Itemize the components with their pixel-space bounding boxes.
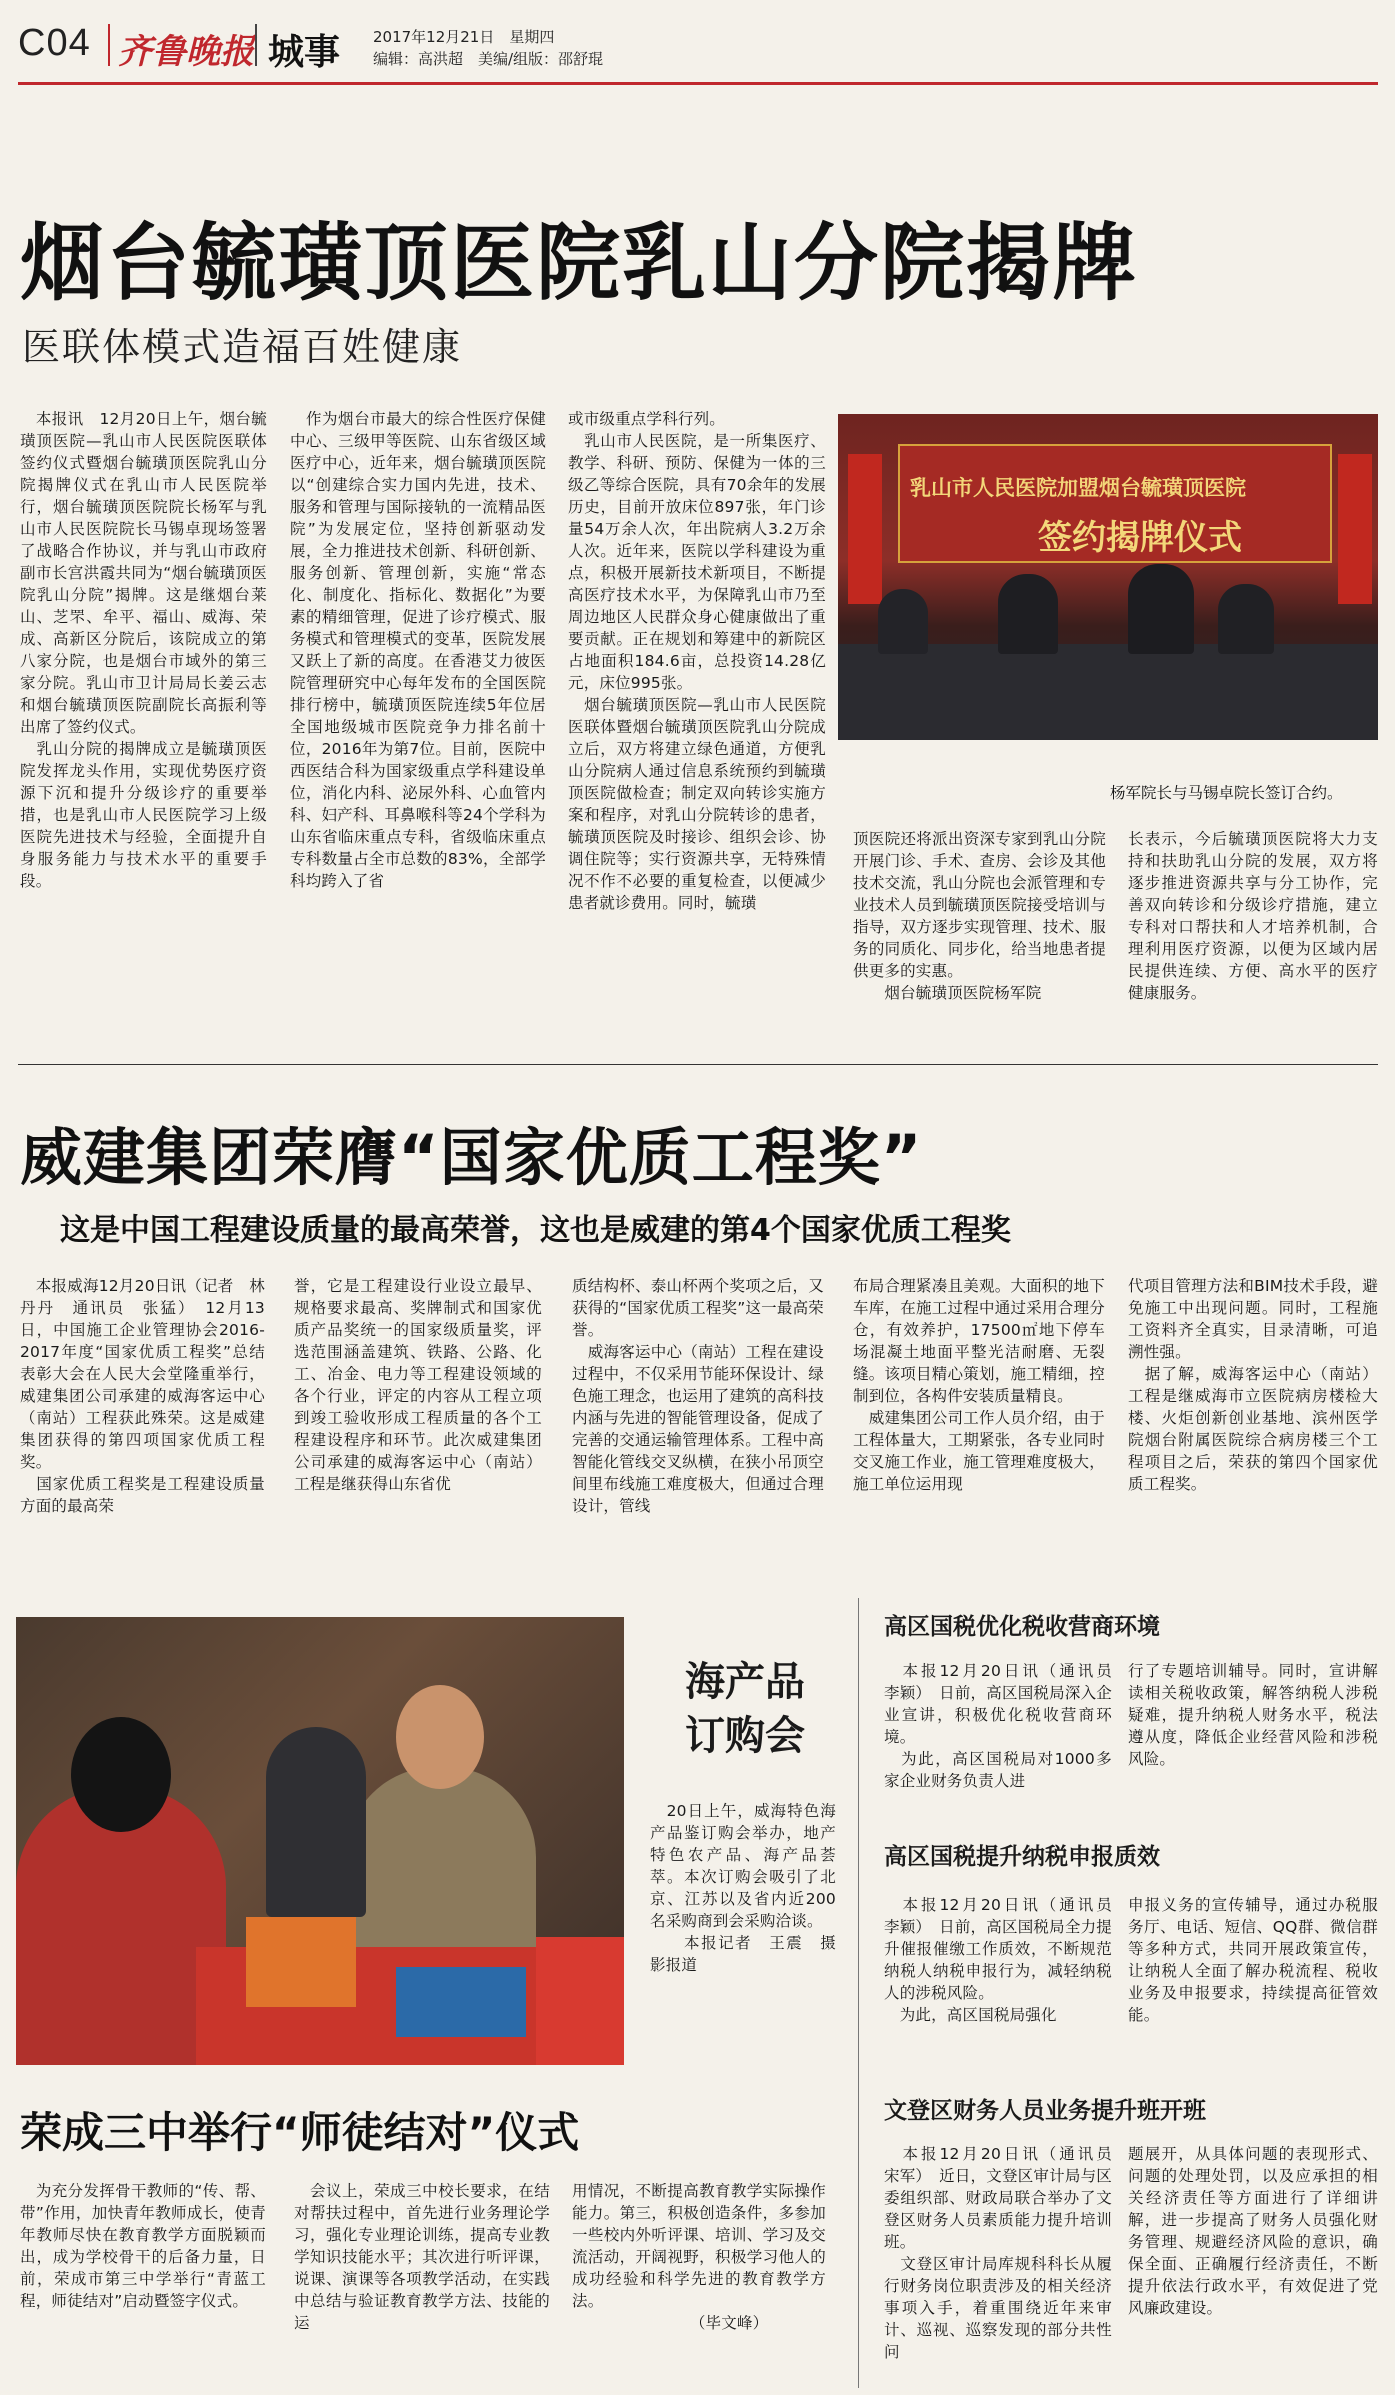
story2-headline: 威建集团荣膺“国家优质工程奖” xyxy=(20,1121,923,1194)
seafood-title-line1: 海产品 xyxy=(685,1659,805,1705)
story2-column-3: 质结构杯、泰山杯两个奖项之后，又获得的“国家优质工程奖”这一最高荣誉。 威海客运中心（南站）工程在建设过程中，不仅采用节能环保设计、绿色施工理念，也运用了建筑的高科技内涵与先进的智能管理设备，促成了完善的交通运输管理体系。工程中高智能化管线交叉纵横，在狭小吊顶空间里布线施工难度极大，但通过合理设计，管线 xyxy=(572,1277,824,1515)
story2-column-2: 誉，它是工程建设行业设立最早、规格要求最高、奖牌制式和国家优质产品奖统一的国家级质量奖，评选范围涵盖建筑、铁路、公路、化工、冶金、电力等工程建设领域的各个行业，评定的内容从工程立项到竣工验收形成工程质量的各个工程建设程序和环节。此次威建集团公司承建的威海客运中心（南站）工程是继获得山东省优 xyxy=(294,1277,542,1493)
masthead-divider xyxy=(255,24,257,66)
finance-column-2: 题展开，从具体问题的表现形式、问题的处理处罚，以及应承担的相关经济责任等方面进行了详细讲解，进一步提高了财务人员强化财务管理、规避经济风险的意识，确保全面、正确履行经济责任，不断提升依法行政水平，有效促进了党风廉政建设。 xyxy=(1128,2145,1378,2317)
masthead xyxy=(0,0,1395,80)
photo-person xyxy=(1128,564,1194,654)
photo-person xyxy=(878,589,928,654)
photo-person-head xyxy=(396,1685,484,1789)
story1-column-2: 作为烟台市最大的综合性医疗保健中心、三级甲等医院、山东省级区域医疗中心，近年来，烟台毓璜顶医院以“创建综合实力国内先进，技术、服务和管理与国际接轨的一流精品医院”为发展定位，坚持创新驱动发展，全力推进技术创新、科研创新、服务创新、管理创新，实施“常态化、制度化、指标化、数据化”为要素的精细管理，促进了诊疗模式、服务模式和管理模式的变革，医院发展又跃上了新的高度。在香港艾力彼医院管理研究中心每年发布的全国医院排行榜中，毓璜顶医院连续5年位居全国地级城市医院竞争力排名前十位，2016年为第7位。目前，医院中西医结合科为国家级重点学科建设单位，消化内科、泌尿外科、心血管内科、妇产科、耳鼻喉科等24个学科为山东省临床重点专科，省级临床重点专科数量占全市总数的83%，全部学科均跨入了省 xyxy=(290,410,546,890)
story1-column-5: 长表示，今后毓璜顶医院将大力支持和扶助乳山分院的发展，双方将逐步推进资源共享与分工协作，完善双向转诊和分级诊疗措施，建立专科对口帮扶和人才培养机制，合理利用医疗资源，以便为区域内居民提供连续、方便、高水平的医疗健康服务。 xyxy=(1128,830,1378,1002)
story1-column-3: 或市级重点学科行列。 乳山市人民医院，是一所集医疗、教学、科研、预防、保健为一体的三级乙等综合医院，具有70余年的发展历史，目前开放床位897张，年门诊量54万余人次，年出院病人3.2万余人次。近年来，医院以学科建设为重点，积极开展新技术新项目，不断提高医疗技术水平，为保障乳山市乃至周边地区人民群众身心健康做出了重要贡献。正在规划和筹建中的新院区占地面积184.6亩，总投资14.28亿元，床位995张。 烟台毓璜顶医院—乳山市人民医院医联体暨烟台毓璜顶医院乳山分院成立后，双方将建立绿色通道，方便乳山分院病人通过信息系统预约到毓璜顶医院做检查；制定双向转诊实施方案和程序，对乳山分院转诊的患者，毓璜顶医院及时接诊、组织会诊、协调住院等；实行资源共享，无特殊情况不作不必要的重复检查，以便减少患者就诊费用。同时，毓璜 xyxy=(568,410,826,912)
photo-person xyxy=(1218,584,1274,654)
story1-column-4: 顶医院还将派出资深专家到乳山分院开展门诊、手术、查房、会诊及其他技术交流，乳山分院也会派管理和专业技术人员到毓璜顶医院接受培训与指导，双方逐步实现管理、技术、服务的同质化、同步化，给当地患者提供更多的实惠。 烟台毓璜顶医院杨军院 xyxy=(853,830,1106,1002)
story1-column-1: 本报讯 12月20日上午，烟台毓璜顶医院—乳山市人民医院医联体签约仪式暨烟台毓璜顶医院乳山分院揭牌仪式在乳山市人民医院举行，烟台毓璜顶医院院长杨军与乳山市人民医院院长马锡卓现场签署了战略合作协议，并与乳山市政府副市长宫洪霞共同为“烟台毓璜顶医院乳山分院”揭牌。这是继烟台莱山、芝罘、牟平、福山、威海、荣成、高新区分院后，该院成立的第八家分院，也是烟台市域外的第三家分院。乳山市卫计局局长姜云志和烟台毓璜顶医院副院长高振利等出席了签约仪式。 乳山分院的揭牌成立是毓璜顶医院发挥龙头作用，实现优势医疗资源下沉和提升分级诊疗的重要举措，也是乳山市人民医院学习上级医院先进技术与经验，全面提升自身服务能力与技术水平的重要手段。 xyxy=(20,410,267,890)
photo-person-back xyxy=(266,1727,366,1917)
seafood-title-line2: 订购会 xyxy=(685,1713,805,1759)
masthead-divider xyxy=(108,24,110,66)
photo-product-box xyxy=(246,1917,356,2007)
photo-person xyxy=(998,574,1058,654)
story3-column-3: 用情况，不断提高教育教学实际操作能力。第三，积极创造条件，多参加一些校内外听评课、培训、学习及交流活动，开阔视野，积极学习他人的成功经验和科学先进的教育教学方法。 （毕文峰） xyxy=(572,2182,826,2332)
photo-product-box xyxy=(536,1937,624,2065)
tax1-column-2: 行了专题培训辅导。同时，宣讲解读相关税收政策，解答纳税人涉税疑难，提升纳税人财务水平，税法遵从度，降低企业经营风险和涉税风险。 xyxy=(1128,1662,1378,1768)
signing-ceremony-photo xyxy=(838,414,1378,740)
seafood-title xyxy=(665,1655,825,1763)
issue-date: 2017年12月21日 星期四 xyxy=(373,28,555,46)
tax1-headline: 高区国税优化税收营商环境 xyxy=(884,1614,1160,1640)
photo-person-head xyxy=(71,1717,171,1832)
finance-column-1: 本报12月20日讯（通讯员 宋军） 近日，文登区审计局与区委组织部、财政局联合举办了文登区财务人员素质能力提升培训班。 文登区审计局库规科科长从履行财务岗位职责涉及的相关经济事项入手，着重围绕近年来审计、巡视、巡察发现的部分共性问 xyxy=(884,2145,1112,2361)
seafood-fair-photo xyxy=(16,1617,624,2065)
story1-headline: 烟台毓璜顶医院乳山分院揭牌 xyxy=(20,214,1139,312)
photo-table xyxy=(838,644,1378,740)
tax2-column-2: 申报义务的宣传辅导，通过办税服务厅、电话、短信、QQ群、微信群等多种方式，共同开展政策宣传，让纳税人全面了解办税流程、税收业务及申报要求，持续提高征管效能。 xyxy=(1128,1896,1378,2024)
story3-column-1: 为充分发挥骨干教师的“传、帮、带”作用，加快青年教师成长，使青年教师尽快在教育教学方面脱颖而出，成为学校骨干的后备力量，日前，荣成市第三中学举行“青蓝工程，师徒结对”启动暨签字仪式。 xyxy=(20,2182,266,2310)
column-divider xyxy=(858,1598,859,2388)
photo-banner-text: 乳山市人民医院加盟烟台毓璜顶医院 xyxy=(910,476,1246,500)
photo-banner-text-2: 签约揭牌仪式 xyxy=(1038,518,1242,558)
finance-headline: 文登区财务人员业务提升班开班 xyxy=(884,2098,1206,2124)
paper-logo: 齐鲁晚报 xyxy=(118,32,254,72)
story3-column-2: 会议上，荣成三中校长要求，在结对帮扶过程中，首先进行业务理论学习，强化专业理论训练，提高专业教学知识技能水平；其次进行听评课，说课、演课等各项教学活动，在实践中总结与验证教育教学方法、技能的运 xyxy=(294,2182,550,2332)
tax2-headline: 高区国税提升纳税申报质效 xyxy=(884,1844,1160,1870)
story2-column-1: 本报威海12月20日讯（记者 林丹丹 通讯员 张猛） 12月13日，中国施工企业管理协会2016-2017年度“国家优质工程奖”总结表彰大会在人民大会堂隆重举行，威建集团公司承建的威海客运中心（南站）工程获此殊荣。这是威建集团获得的第四项国家优质工程奖。 国家优质工程奖是工程建设质量方面的最高荣 xyxy=(20,1277,265,1515)
seafood-body: 20日上午，威海特色海产品鉴订购会举办，地产特色农产品、海产品荟萃。本次订购会吸引了北京、江苏以及省内近200名采购商到会采购洽谈。 本报记者 王震 摄影报道 xyxy=(650,1802,836,1974)
masthead-rule xyxy=(18,82,1378,85)
photo-product-box xyxy=(396,1967,526,2037)
story1-subtitle: 医联体模式造福百姓健康 xyxy=(22,325,463,369)
tax2-column-1: 本报12月20日讯（通讯员 李颖） 日前，高区国税局全力提升催报催缴工作质效，不断规范纳税人纳税申报行为，减轻纳税人的涉税风险。 为此，高区国税局强化 xyxy=(884,1896,1112,2024)
editors-line: 编辑：高洪超 美编/组版：邵舒琨 xyxy=(373,50,604,68)
story2-subtitle: 这是中国工程建设质量的最高荣誉，这也是威建的第4个国家优质工程奖 xyxy=(60,1213,1011,1248)
page-code: C04 xyxy=(18,22,91,64)
tax1-column-1: 本报12月20日讯（通讯员 李颖） 日前，高区国税局深入企业宣讲，积极优化税收营商环境。 为此，高区国税局对1000多家企业财务负责人进 xyxy=(884,1662,1112,1790)
section-divider xyxy=(18,1064,1378,1065)
story2-column-5: 代项目管理方法和BIM技术手段，避免施工中出现问题。同时，工程施工资料齐全真实，目录清晰，可追溯性强。 据了解，威海客运中心（南站）工程是继威海市立医院病房楼检大楼、火炬创新创业基地、滨州医学院烟台附属医院综合病房楼三个工程项目之后，荣获的第四个国家优质工程奖。 xyxy=(1128,1277,1378,1493)
story2-column-4: 布局合理紧凑且美观。大面积的地下车库，在施工过程中通过采用合理分仓，有效养护，17500㎡地下停车场混凝土地面平整光洁耐磨、无裂缝。该项目精心策划，施工精细，控制到位，各构件安装质量精良。 威建集团公司工作人员介绍，由于工程体量大，工期紧张，各专业同时交叉施工作业，施工管理难度极大，施工单位运用现 xyxy=(853,1277,1105,1493)
story3-headline: 荣成三中举行“师徒结对”仪式 xyxy=(20,2108,580,2157)
photo-flag-right xyxy=(1338,454,1372,604)
signing-photo-caption: 杨军院长与马锡卓院长签订合约。 xyxy=(1110,784,1343,802)
section-name: 城事 xyxy=(268,32,341,73)
photo-flag-left xyxy=(848,454,882,604)
